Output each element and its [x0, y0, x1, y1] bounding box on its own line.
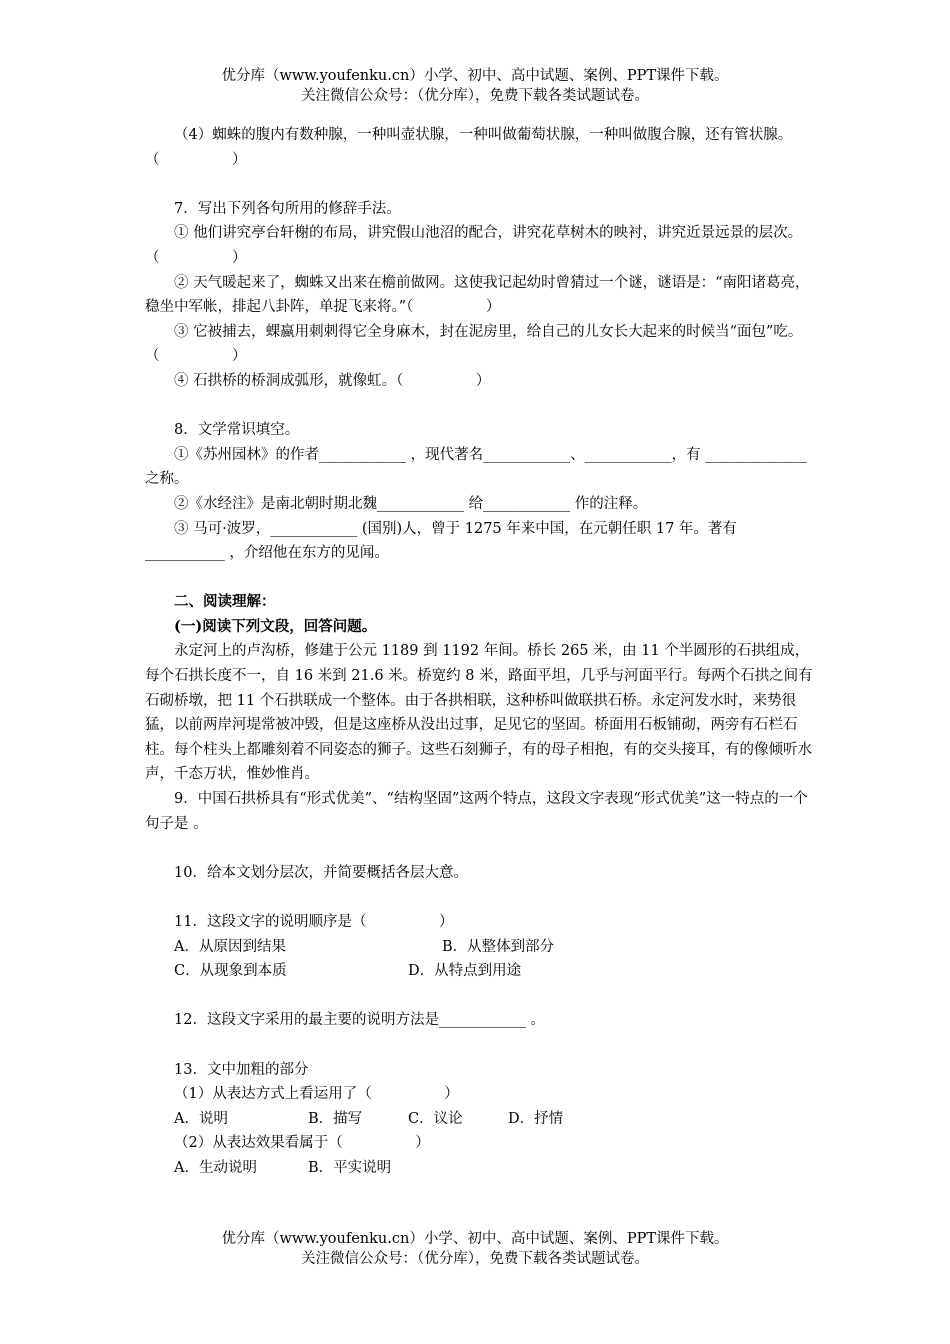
q13-option-d: D．抒情	[508, 1110, 564, 1127]
q7-sentence-3: ③ 它被捕去，蜾蠃用刺刺得它全身麻木，封在泥房里，给自己的儿女长大起来的时候当“面包”吃。（ ）	[145, 323, 803, 365]
q11-option-b: B．从整体到部分	[442, 938, 555, 955]
q8-title: 8．文学常识填空。	[174, 422, 300, 439]
page-footer	[0, 1229, 950, 1269]
q13-part-1-options	[145, 1107, 815, 1132]
q8-item-3: ③ 马可·波罗，____________ (国别)人，曾于 1275 年来中国，在元朝任职 17 年。著有 ___________ ，介绍他在东方的见闻。	[145, 520, 737, 562]
reading-passage: 永定河上的卢沟桥，修建于公元 1189 到 1192 年间。桥长 265 米，由 11 个半圆形的石拱组成，每个石拱长度不一，自 16 米到 21.6 米。桥宽约 8 米，路面平坦，几乎与河面平行。每两个石拱之间有石砌桥墩，把 11 个石拱联成一个整体。由于各拱相联，这种桥叫做联拱石桥。永定河发水时，来势很猛，以前两岸河堤常被冲毁，但是这座桥从没出过事，足见它的坚固。桥面用石板铺砌，两旁有石栏石柱。每个柱头上都雕刻着不同姿态的狮子。这些石刻狮子，有的母子相抱，有的交头接耳，有的像倾听水声，千态万状，惟妙惟肖。	[145, 643, 813, 783]
q13-title: 13．文中加粗的部分	[174, 1061, 309, 1078]
footer-line-2: 关注微信公众号：（优分库），免费下载各类试题试卷。	[301, 1251, 649, 1267]
q13-part-1: （1）从表达方式上看运用了（ ）	[174, 1086, 459, 1103]
q13-part-2-option-b: B．平实说明	[308, 1159, 392, 1176]
q10: 10．给本文划分层次，并简要概括各层大意。	[174, 864, 468, 881]
document-body	[145, 123, 815, 1181]
q13-part-2: （2）从表达效果看属于（ ）	[174, 1135, 430, 1152]
q13-option-c: C．议论	[408, 1110, 463, 1127]
section-2-subtitle: (一)阅读下列文段，回答问题。	[174, 617, 377, 635]
q11-option-d: D．从特点到用途	[408, 963, 522, 980]
q7-title: 7．写出下列各句所用的修辞手法。	[174, 200, 401, 217]
q11-options-row-1	[145, 935, 815, 960]
q8-item-2: ②《水经注》是南北朝时期北魏____________ 给____________ 作的注释。	[174, 495, 648, 512]
q11-title: 11．这段文字的说明顺序是（ ）	[174, 914, 454, 930]
q7-sentence-4: ④ 石拱桥的桥洞成弧形，就像虹。（ ）	[174, 372, 491, 389]
q13-option-b: B．描写	[308, 1110, 363, 1127]
q13-option-a: A．说明	[174, 1110, 228, 1127]
q9: 9．中国石拱桥具有“形式优美”、“结构坚固”这两个特点，这段文字表现“形式优美”这一特点的一个句子是 。	[145, 791, 808, 832]
page-header	[0, 66, 950, 106]
q11-options-row-2	[145, 959, 815, 984]
header-line-1: 优分库（www.youfenku.cn）小学、初中、高中试题、案例、PPT课件下载。	[221, 68, 729, 84]
header-line-2: 关注微信公众号：（优分库），免费下载各类试题试卷。	[301, 88, 649, 104]
q7-sentence-1: ① 他们讲究亭台轩榭的布局，讲究假山池沼的配合，讲究花草树木的映衬，讲究近景远景的层次。（ ）	[145, 225, 803, 266]
q13-part-2-option-a: A．生动说明	[174, 1159, 257, 1176]
q6-item-4: （4）蜘蛛的腹内有数种腺，一种叫壶状腺，一种叫做葡萄状腺，一种叫做腹合腺，还有管状腺。（ ）	[145, 127, 793, 168]
q13-part-2-options	[145, 1156, 815, 1181]
q8-item-1: ①《苏州园林》的作者____________ ，现代著名____________、____________，有 ______________ 之称。	[145, 446, 807, 488]
q12: 12．这段文字采用的最主要的说明方法是____________ 。	[174, 1012, 546, 1029]
q11-option-c: C．从现象到本质	[174, 963, 287, 980]
q7-sentence-2: ② 天气暖起来了，蜘蛛又出来在檐前做网。这使我记起幼时曾猜过一个谜，谜语是：“南阳诸葛亮，稳坐中军帐，排起八卦阵，单捉飞来将。”（ ）	[145, 274, 810, 316]
section-2-title: 二、阅读理解：	[174, 593, 276, 611]
q11-option-a: A．从原因到结果	[174, 938, 286, 955]
footer-line-1: 优分库（www.youfenku.cn）小学、初中、高中试题、案例、PPT课件下载。	[221, 1231, 729, 1247]
